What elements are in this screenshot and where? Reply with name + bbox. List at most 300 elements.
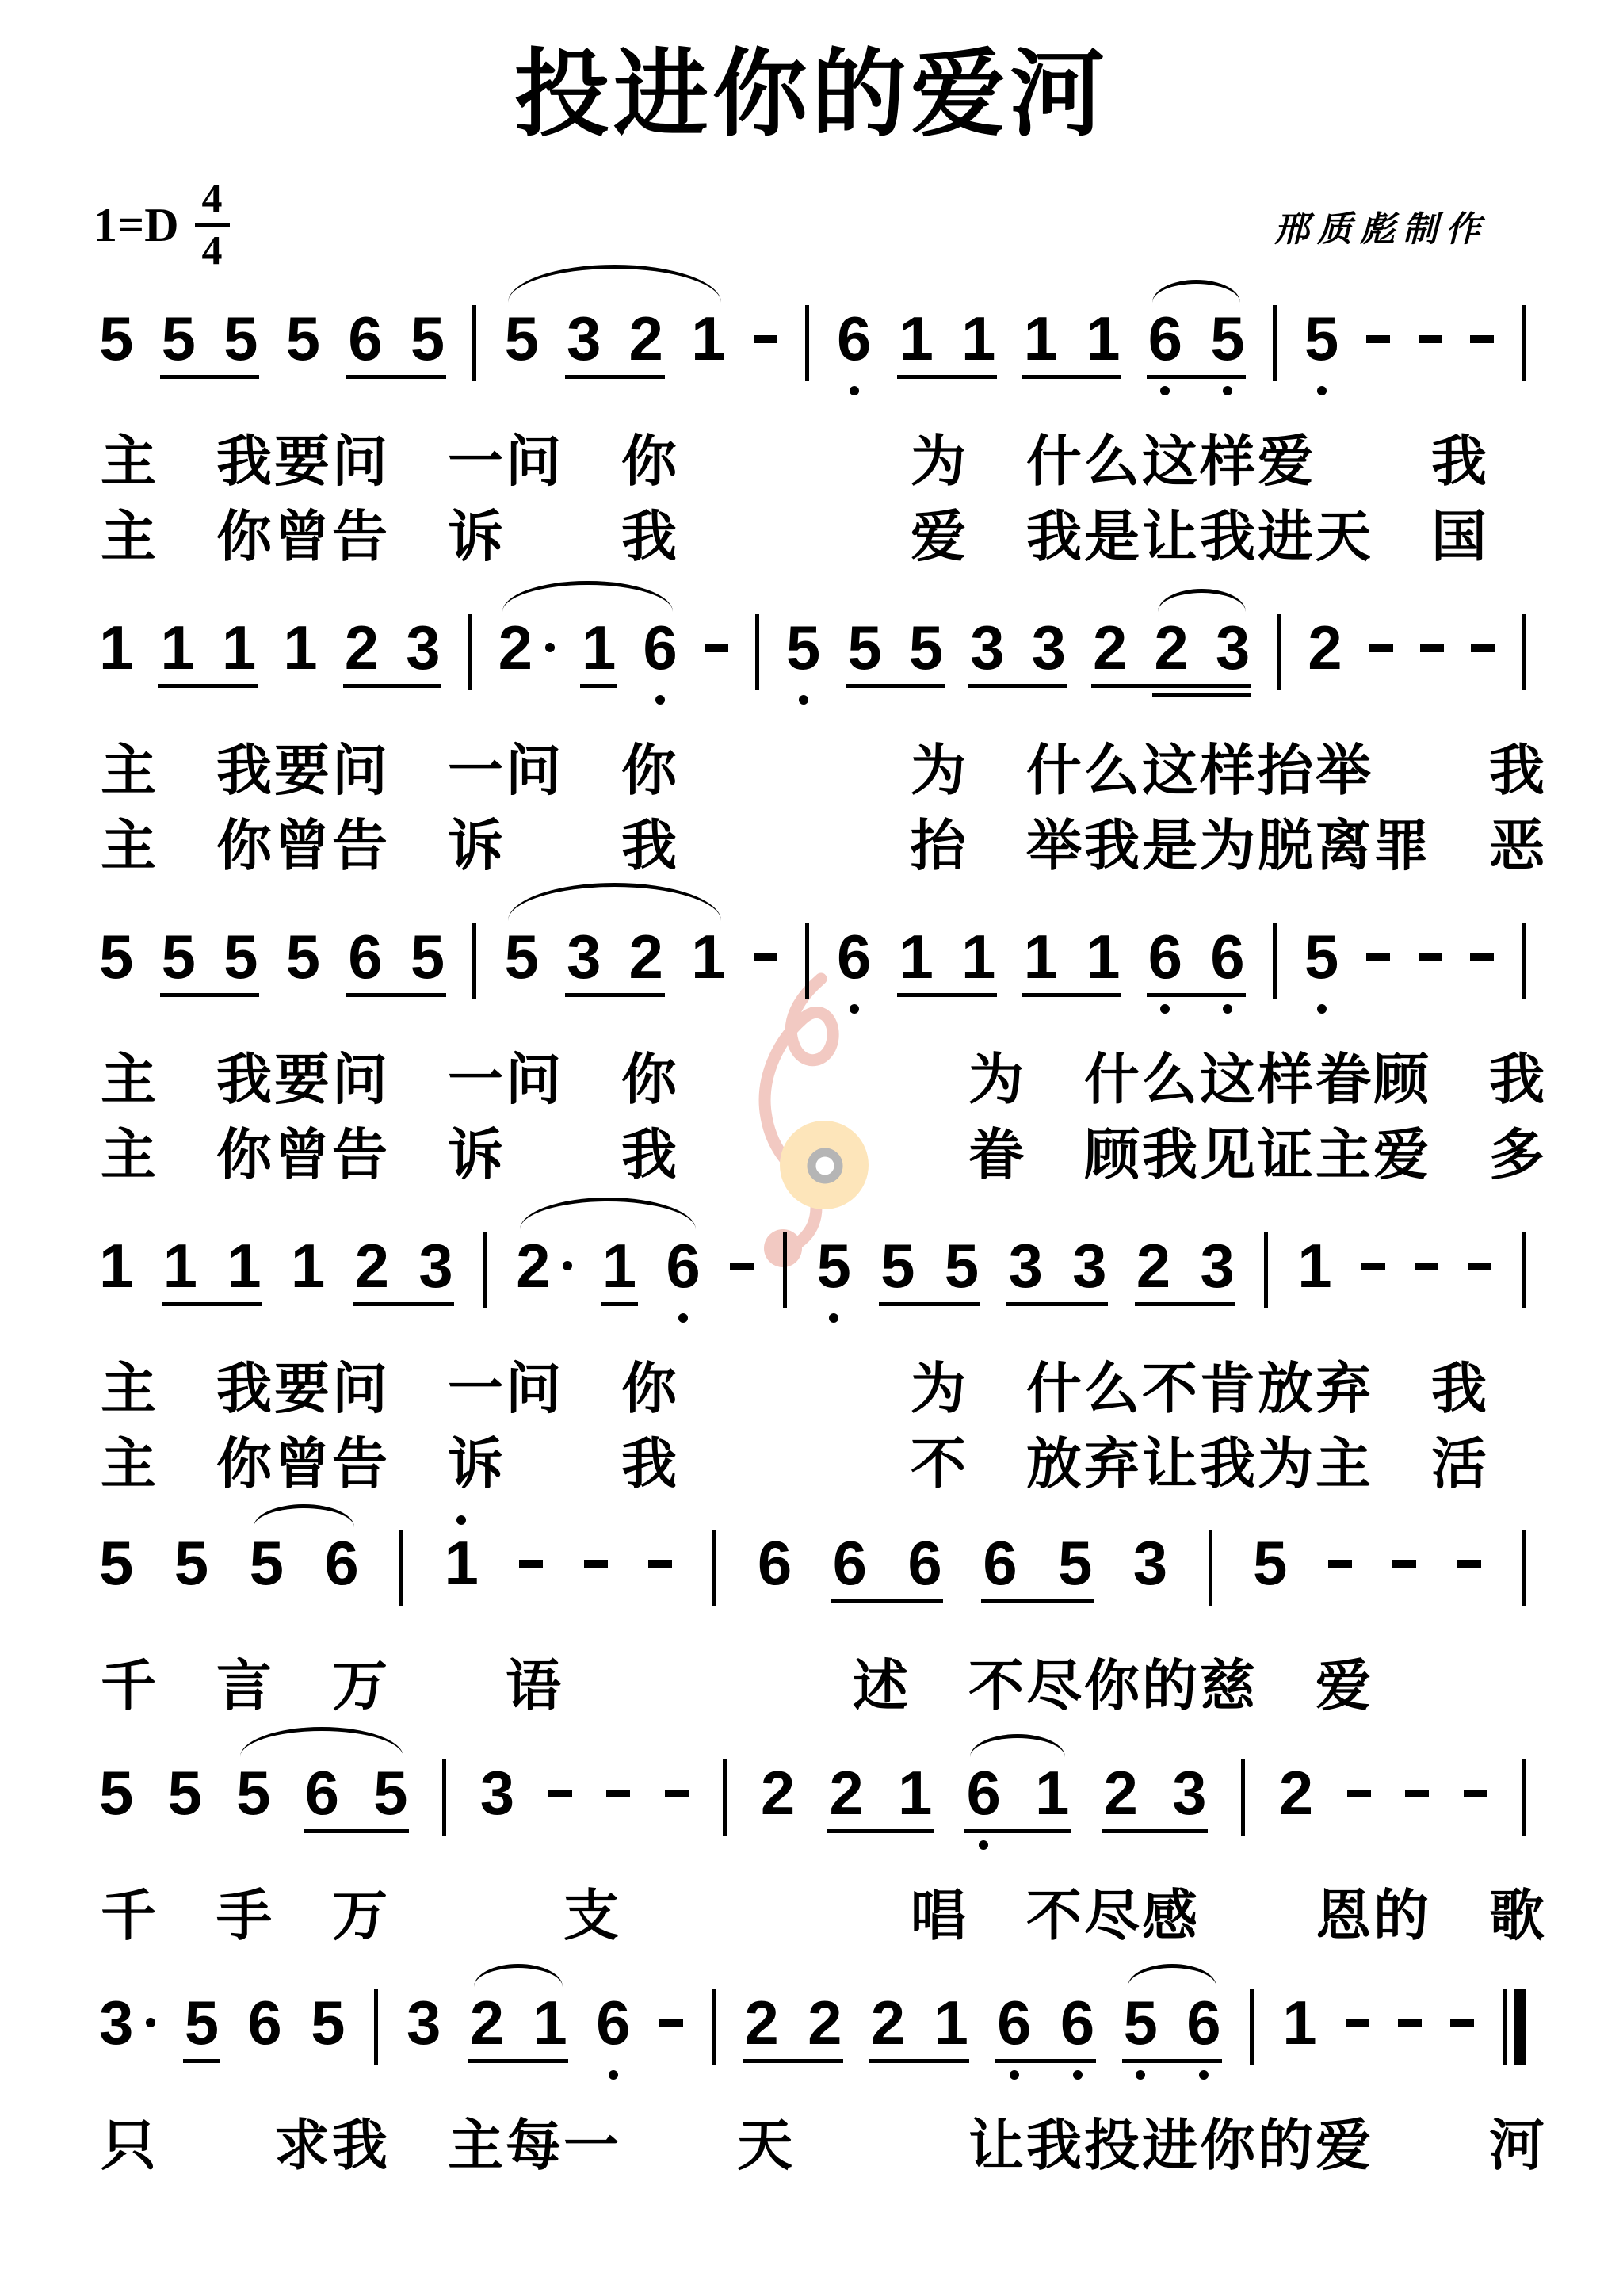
note: [1148, 923, 1182, 990]
beam-underline: [995, 2059, 1096, 2063]
note: [99, 923, 133, 990]
lyrics-row-1: 千 手 万 支 唱 不尽感 恩的 歌: [101, 1885, 1547, 1946]
note: [406, 614, 440, 681]
note-row: [99, 1989, 1526, 2108]
note: [236, 1759, 270, 1826]
note: [99, 1530, 133, 1596]
lyrics-row-1: 千 言 万 语 述 不尽你的慈 爱: [101, 1655, 1373, 1717]
barline: [472, 305, 476, 381]
note: [355, 1232, 389, 1299]
note-digit: 2: [1103, 1758, 1138, 1828]
octave-dot-low: [799, 695, 808, 705]
barline: [1522, 305, 1526, 381]
note: [761, 1759, 795, 1826]
note: [286, 923, 320, 990]
note-digit: 3: [1031, 613, 1066, 682]
octave-dot-low: [609, 2070, 618, 2080]
note-digit: 5: [223, 922, 258, 991]
slur-tie: [474, 1964, 563, 1987]
note-digit: 1: [1086, 922, 1121, 991]
note: [833, 1530, 867, 1596]
note: [1304, 923, 1338, 990]
note-digit: 5: [816, 1231, 851, 1301]
dash-extender: [1470, 335, 1494, 343]
note: [983, 1530, 1017, 1596]
octave-dot-low: [979, 1840, 988, 1850]
note: [880, 1232, 915, 1299]
dash-extender: [584, 1560, 608, 1568]
note: [898, 1759, 932, 1826]
barline: [1522, 1232, 1526, 1308]
note-digit: 1: [533, 1988, 567, 2057]
note-digit: 5: [311, 1988, 346, 2057]
note-digit: 5: [161, 922, 196, 991]
note: [837, 305, 871, 372]
note: [1210, 305, 1244, 372]
beam-underline: [1006, 1302, 1108, 1306]
note-digit: 3: [1072, 1231, 1107, 1301]
note-digit: 5: [99, 922, 134, 991]
note-digit: 5: [99, 1528, 134, 1598]
dash-extender: [606, 1790, 630, 1797]
beam-underline: [1102, 1829, 1208, 1833]
note: [966, 1759, 1000, 1826]
barline: [1209, 1530, 1212, 1606]
note: [758, 1530, 792, 1596]
note-digit: 5: [410, 304, 445, 373]
score: [0, 305, 1623, 2183]
beam-underline: [743, 2059, 843, 2063]
note-digit: 5: [285, 304, 321, 373]
beam-underline: [343, 684, 441, 688]
note: [162, 923, 196, 990]
octave-dot-low: [829, 1313, 838, 1323]
notation-line-1: [99, 305, 1526, 575]
note: [99, 614, 133, 681]
dash-extender: [548, 1790, 572, 1797]
note: [411, 305, 445, 372]
note: [162, 305, 196, 372]
barline: [374, 1989, 378, 2065]
note: [1093, 614, 1127, 681]
octave-dot-low: [1160, 1004, 1170, 1014]
note-digit: 1: [897, 1758, 933, 1828]
note: [1035, 1759, 1069, 1826]
notation-line-6: [99, 1758, 1547, 1954]
note-digit: 5: [908, 613, 944, 682]
slur-tie: [1152, 280, 1240, 303]
note: [1304, 305, 1338, 372]
barline: [1264, 1232, 1268, 1308]
dash-extender: [1366, 953, 1390, 961]
note: [970, 614, 1004, 681]
note-digit: 1: [99, 1231, 134, 1301]
note-digit: 5: [223, 304, 258, 373]
note: [1200, 1232, 1234, 1299]
note-row: [99, 614, 1526, 733]
barline: [472, 923, 476, 999]
note: [185, 1989, 219, 2056]
note: [666, 1232, 700, 1299]
note-digit: 1: [162, 1231, 198, 1301]
note-digit: 2: [1136, 1231, 1171, 1301]
note: [567, 305, 601, 372]
note-digit: 1: [99, 613, 134, 682]
note: [1148, 305, 1182, 372]
note: [837, 923, 871, 990]
octave-dot-high: [456, 1515, 466, 1525]
key-time-row: [94, 174, 1623, 277]
octave-dot-low: [1223, 1004, 1232, 1014]
dash-extender: [754, 335, 777, 343]
note: [99, 1989, 155, 2056]
dash-extender: [1361, 1263, 1385, 1270]
duration-dot: [545, 643, 555, 652]
note-digit: 3: [1132, 1528, 1168, 1598]
dash-extender: [1347, 1790, 1371, 1797]
beam-underline: [565, 993, 665, 997]
note: [871, 1989, 905, 2056]
dash-extender: [1366, 335, 1390, 343]
barline: [805, 923, 809, 999]
end-barline-thick: [1514, 1989, 1526, 2065]
slur-tie: [508, 883, 721, 921]
lyrics-row-2: 主 你曾告 诉 我 眷 顾我见证主爱 多: [101, 1124, 1547, 1186]
note: [847, 614, 881, 681]
note: [691, 305, 725, 372]
barline: [483, 1232, 487, 1308]
beam-underline: [1022, 375, 1121, 379]
note-digit: 5: [161, 304, 196, 373]
note: [786, 614, 820, 681]
beam-underline: [353, 1302, 454, 1306]
note-digit: 5: [1252, 1528, 1288, 1598]
note: [1172, 1759, 1206, 1826]
note-digit: 6: [348, 922, 383, 991]
barline: [1241, 1759, 1245, 1836]
barline: [1522, 1759, 1526, 1836]
note-digit: 3: [406, 613, 441, 682]
beam-underline: [964, 1829, 1071, 1833]
dash-extender: [1464, 1790, 1487, 1797]
note-digit: 6: [666, 1231, 701, 1301]
note: [291, 1232, 325, 1299]
note: [163, 1232, 197, 1299]
note: [934, 1989, 968, 2056]
barline: [712, 1530, 716, 1606]
note-digit: 6: [1148, 922, 1183, 991]
note-digit: 3: [418, 1231, 453, 1301]
note-digit: 6: [348, 304, 383, 373]
note-digit: 1: [227, 1231, 262, 1301]
note: [99, 1232, 133, 1299]
slur-tie: [240, 1727, 403, 1757]
beam-underline: [846, 684, 945, 688]
slur-tie: [1128, 1964, 1216, 1987]
barline: [1522, 923, 1526, 999]
beam-underline: [162, 1302, 262, 1306]
beam-underline: [897, 375, 997, 379]
dash-extender: [1369, 644, 1393, 652]
note-digit: 2: [516, 1231, 551, 1301]
note-digit: 5: [167, 1758, 202, 1828]
note: [1210, 923, 1244, 990]
note-digit: 5: [99, 1758, 134, 1828]
note-digit: 1: [1035, 1758, 1070, 1828]
note: [222, 614, 256, 681]
beam-underline: [1147, 993, 1246, 997]
note: [582, 614, 616, 681]
dash-extender: [665, 1790, 689, 1797]
note: [961, 923, 995, 990]
note: [445, 1530, 479, 1596]
note: [1186, 1989, 1220, 2056]
note-digit: 5: [373, 1758, 408, 1828]
dash-extender: [519, 1560, 543, 1568]
beam-underline: [869, 2059, 969, 2063]
note: [223, 923, 258, 990]
beam-underline: [1122, 2059, 1222, 2063]
note-digit: 6: [966, 1758, 1001, 1828]
note: [99, 305, 133, 372]
note: [643, 614, 677, 681]
note-digit: 6: [836, 304, 872, 373]
beam-underline: [160, 375, 259, 379]
note-digit: 2: [344, 613, 380, 682]
note: [744, 1989, 778, 2056]
beam-underline: [160, 993, 259, 997]
note-digit: 1: [961, 922, 996, 991]
note-digit: 5: [1304, 304, 1339, 373]
note: [1216, 614, 1250, 681]
slur-tie: [502, 581, 673, 612]
barline: [783, 1232, 787, 1308]
note-digit: 5: [847, 613, 882, 682]
dash-extender: [1470, 953, 1494, 961]
octave-dot-low: [1223, 386, 1232, 395]
slur-tie: [1158, 589, 1246, 612]
octave-dot-low: [1010, 2070, 1019, 2080]
note-digit: 5: [410, 922, 445, 991]
barline: [468, 614, 472, 690]
note-digit: 3: [970, 613, 1005, 682]
note: [345, 614, 379, 681]
note: [480, 1759, 514, 1826]
lyrics-row-2: 主 你曾告 诉 我 不 放弃让我为主 活: [101, 1433, 1489, 1495]
note-digit: 1: [1282, 1988, 1317, 2057]
octave-dot-low: [1136, 2070, 1145, 2080]
notation-line-2: [99, 613, 1547, 884]
lyrics-row-1: 主 我要问 一问 你 为 什么这样眷顾 我: [101, 1049, 1547, 1110]
time-signature-numerator: 4: [201, 176, 223, 221]
note-digit: 6: [757, 1528, 792, 1598]
note-digit: 2: [829, 1758, 864, 1828]
note: [348, 305, 382, 372]
note-digit: 1: [1297, 1231, 1332, 1301]
dash-extender: [1346, 2019, 1369, 2027]
end-barline-thin: [1503, 1989, 1507, 2065]
note: [829, 1759, 863, 1826]
lyrics-row-1: 主 我要问 一问 你 为 什么不肯放弃 我: [101, 1358, 1489, 1419]
note-digit: 6: [836, 922, 872, 991]
note: [899, 923, 933, 990]
note: [629, 923, 663, 990]
note-digit: 3: [407, 1988, 441, 2057]
lyrics-row-1: 主 我要问 一问 你 为 什么这样爱 我: [101, 430, 1489, 492]
note: [227, 1232, 261, 1299]
lyrics-row-1: 只 求我 主每一 天 让我投进你的爱 河: [101, 2115, 1547, 2176]
beam-underline: [158, 684, 258, 688]
note-digit: 2: [354, 1231, 389, 1301]
note-digit: 1: [160, 613, 195, 682]
note-digit: 6: [983, 1528, 1018, 1598]
note: [899, 305, 933, 372]
note-digit: 1: [934, 1988, 968, 2057]
note-digit: 6: [997, 1988, 1032, 2057]
time-signature-bar: [195, 223, 230, 227]
barline: [442, 1759, 446, 1836]
beam-underline: [601, 1302, 638, 1306]
note-digit: 1: [1023, 922, 1058, 991]
note-digit: 1: [221, 613, 257, 682]
note-row: [99, 923, 1526, 1042]
beam-underline: [897, 993, 997, 997]
note: [808, 1989, 842, 2056]
note: [961, 305, 995, 372]
note-digit: 6: [247, 1988, 282, 2057]
dash-extender: [648, 1560, 672, 1568]
note-digit: 2: [1154, 613, 1189, 682]
note: [907, 1530, 941, 1596]
note-digit: 5: [249, 1528, 284, 1598]
note: [1154, 614, 1188, 681]
note: [1072, 1232, 1106, 1299]
note-digit: 5: [504, 304, 539, 373]
note-digit: 5: [1123, 1988, 1158, 2057]
dash-extender: [1450, 2019, 1474, 2027]
octave-dot-low: [1317, 1004, 1327, 1014]
note-row: [99, 1530, 1526, 1648]
note: [305, 1759, 339, 1826]
song-title: 投进你的爱河: [514, 42, 1109, 147]
note: [407, 1989, 441, 2056]
barline: [1277, 614, 1281, 690]
beam-underline: [1147, 375, 1246, 379]
dash-extender: [1419, 953, 1442, 961]
beam-underline: [468, 2059, 568, 2063]
note-digit: 6: [1210, 922, 1245, 991]
note: [418, 1232, 453, 1299]
note-digit: 5: [174, 1528, 209, 1598]
note: [596, 1989, 630, 2056]
note: [324, 1530, 358, 1596]
beam-underline: [183, 2059, 220, 2063]
dash-extender: [1468, 1263, 1491, 1270]
note-digit: 5: [184, 1988, 220, 2057]
barline: [1273, 305, 1277, 381]
note-digit: 2: [628, 922, 663, 991]
beam-underline: [580, 684, 617, 688]
note-digit: 2: [469, 1988, 505, 2057]
note-digit: 1: [1023, 304, 1058, 373]
octave-dot-low: [678, 1313, 688, 1323]
note-digit: 2: [1093, 613, 1128, 682]
note-digit: 1: [444, 1528, 479, 1598]
lyrics-row-1: 主 我要问 一问 你 为 什么这样抬举 我: [101, 739, 1547, 801]
note: [498, 614, 555, 681]
octave-dot-low: [1073, 2070, 1083, 2080]
beam-underline: [831, 1599, 943, 1603]
note: [1136, 1232, 1170, 1299]
note: [1253, 1530, 1287, 1596]
note: [817, 1232, 851, 1299]
barline: [1522, 1530, 1526, 1606]
note: [567, 923, 601, 990]
dash-extender: [1457, 1560, 1481, 1568]
dash-extender: [1398, 2019, 1422, 2027]
note: [1024, 923, 1058, 990]
note-row: [99, 305, 1526, 424]
beam-underline: [968, 684, 1067, 688]
note-digit: 5: [99, 304, 134, 373]
barline: [399, 1530, 403, 1606]
note: [909, 614, 943, 681]
note: [504, 305, 538, 372]
barline: [1250, 1989, 1254, 2065]
lyrics-row-2: 主 你曾告 诉 我 爱 我是让我进天 国: [101, 506, 1489, 567]
note: [1282, 1989, 1316, 2056]
dash-extender: [1471, 644, 1495, 652]
note: [1008, 1232, 1042, 1299]
note-digit: 6: [596, 1988, 631, 2057]
note-digit: 3: [566, 922, 601, 991]
note-digit: 1: [899, 304, 934, 373]
note: [311, 1989, 345, 2056]
slur-tie: [970, 1734, 1065, 1757]
octave-dot-low: [850, 1004, 859, 1014]
note: [1308, 614, 1342, 681]
beam-underline: [981, 1599, 1094, 1603]
note-digit: 1: [691, 304, 726, 373]
note-digit: 1: [899, 922, 934, 991]
note: [348, 923, 382, 990]
beam-underline: [565, 375, 665, 379]
note-digit: 6: [304, 1758, 339, 1828]
note: [629, 305, 663, 372]
dash-extender: [1392, 1560, 1416, 1568]
octave-dot-low: [850, 386, 859, 395]
slur-tie: [254, 1504, 354, 1527]
note: [223, 305, 258, 372]
note-digit: 1: [290, 1231, 326, 1301]
note-digit: 5: [1304, 922, 1339, 991]
note: [250, 1530, 284, 1596]
notation-line-7: [99, 1988, 1547, 2183]
note: [1032, 614, 1066, 681]
barline: [755, 614, 759, 690]
arranger-credit: 邢质彪制作: [1274, 210, 1488, 249]
key-signature: 1=D: [94, 198, 179, 251]
beam-underline: [827, 1829, 934, 1833]
note-digit: 2: [1278, 1758, 1314, 1828]
note-digit: 3: [1215, 613, 1251, 682]
note-digit: 1: [1086, 304, 1121, 373]
barline: [1522, 614, 1526, 690]
note-digit: 1: [691, 922, 726, 991]
note: [373, 1759, 407, 1826]
note: [945, 1232, 979, 1299]
dash-extender: [705, 644, 728, 652]
